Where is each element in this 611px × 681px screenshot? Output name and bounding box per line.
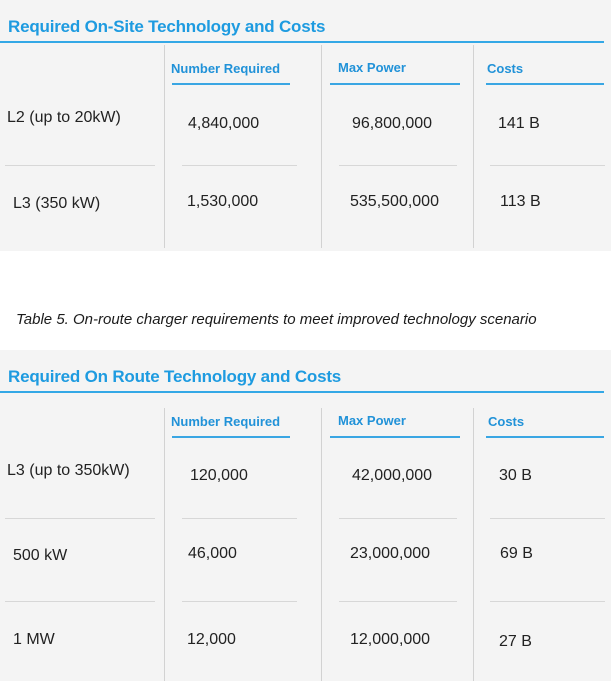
row-divider [182,165,297,166]
column-header-number-required: Number Required [171,414,281,429]
row-label-1mw: 1 MW [13,631,55,648]
row-divider [339,601,457,602]
cell-max-power: 96,800,000 [352,115,433,132]
column-header-max-power: Max Power [338,60,406,75]
row-divider [339,165,457,166]
cell-cost: 27 B [499,633,532,650]
title-underline [0,391,604,393]
row-label-l2: L2 (up to 20kW) [7,109,121,126]
column-divider [164,45,165,248]
column-divider [164,408,165,681]
cell-number-required: 46,000 [188,545,237,562]
column-divider [321,45,322,248]
cell-number-required: 4,840,000 [188,115,260,132]
cell-cost: 30 B [499,467,532,484]
cell-max-power: 535,500,000 [350,193,439,210]
row-divider [182,601,297,602]
column-header-costs: Costs [488,414,525,429]
header-underline [486,83,604,85]
row-label-l3: L3 (up to 350kW) [7,462,130,479]
table-caption: Table 5. On-route charger requirements to meet improved technology scenario [16,311,537,328]
cell-cost: 141 B [498,115,540,132]
cell-number-required: 12,000 [187,631,236,648]
cell-cost: 113 B [500,193,541,210]
on-route-technology-table [0,350,611,681]
cell-max-power: 42,000,000 [352,467,433,484]
cell-max-power: 12,000,000 [350,631,431,648]
cell-max-power: 23,000,000 [350,545,431,562]
column-divider [473,45,474,248]
column-divider [321,408,322,681]
row-divider [490,165,605,166]
column-header-costs: Costs [487,61,524,76]
header-underline [330,436,460,438]
table-title: Required On Route Technology and Costs [8,367,342,386]
row-divider [5,601,155,602]
onsite-technology-table [0,0,611,251]
column-header-number-required: Number Required [171,61,281,76]
row-divider [5,518,155,519]
header-underline [486,436,604,438]
table-title: Required On-Site Technology and Costs [8,17,326,36]
row-divider [490,518,605,519]
row-divider [182,518,297,519]
header-underline [330,83,460,85]
cell-number-required: 120,000 [190,467,248,484]
title-underline [0,41,604,43]
header-underline [172,83,290,85]
cell-cost: 69 B [500,545,533,562]
row-label-500kw: 500 kW [13,547,68,564]
cell-number-required: 1,530,000 [187,193,259,210]
row-divider [490,601,605,602]
column-header-max-power: Max Power [338,413,406,428]
column-divider [473,408,474,681]
row-label-l3: L3 (350 kW) [13,195,101,212]
header-underline [172,436,290,438]
row-divider [5,165,155,166]
row-divider [339,518,457,519]
